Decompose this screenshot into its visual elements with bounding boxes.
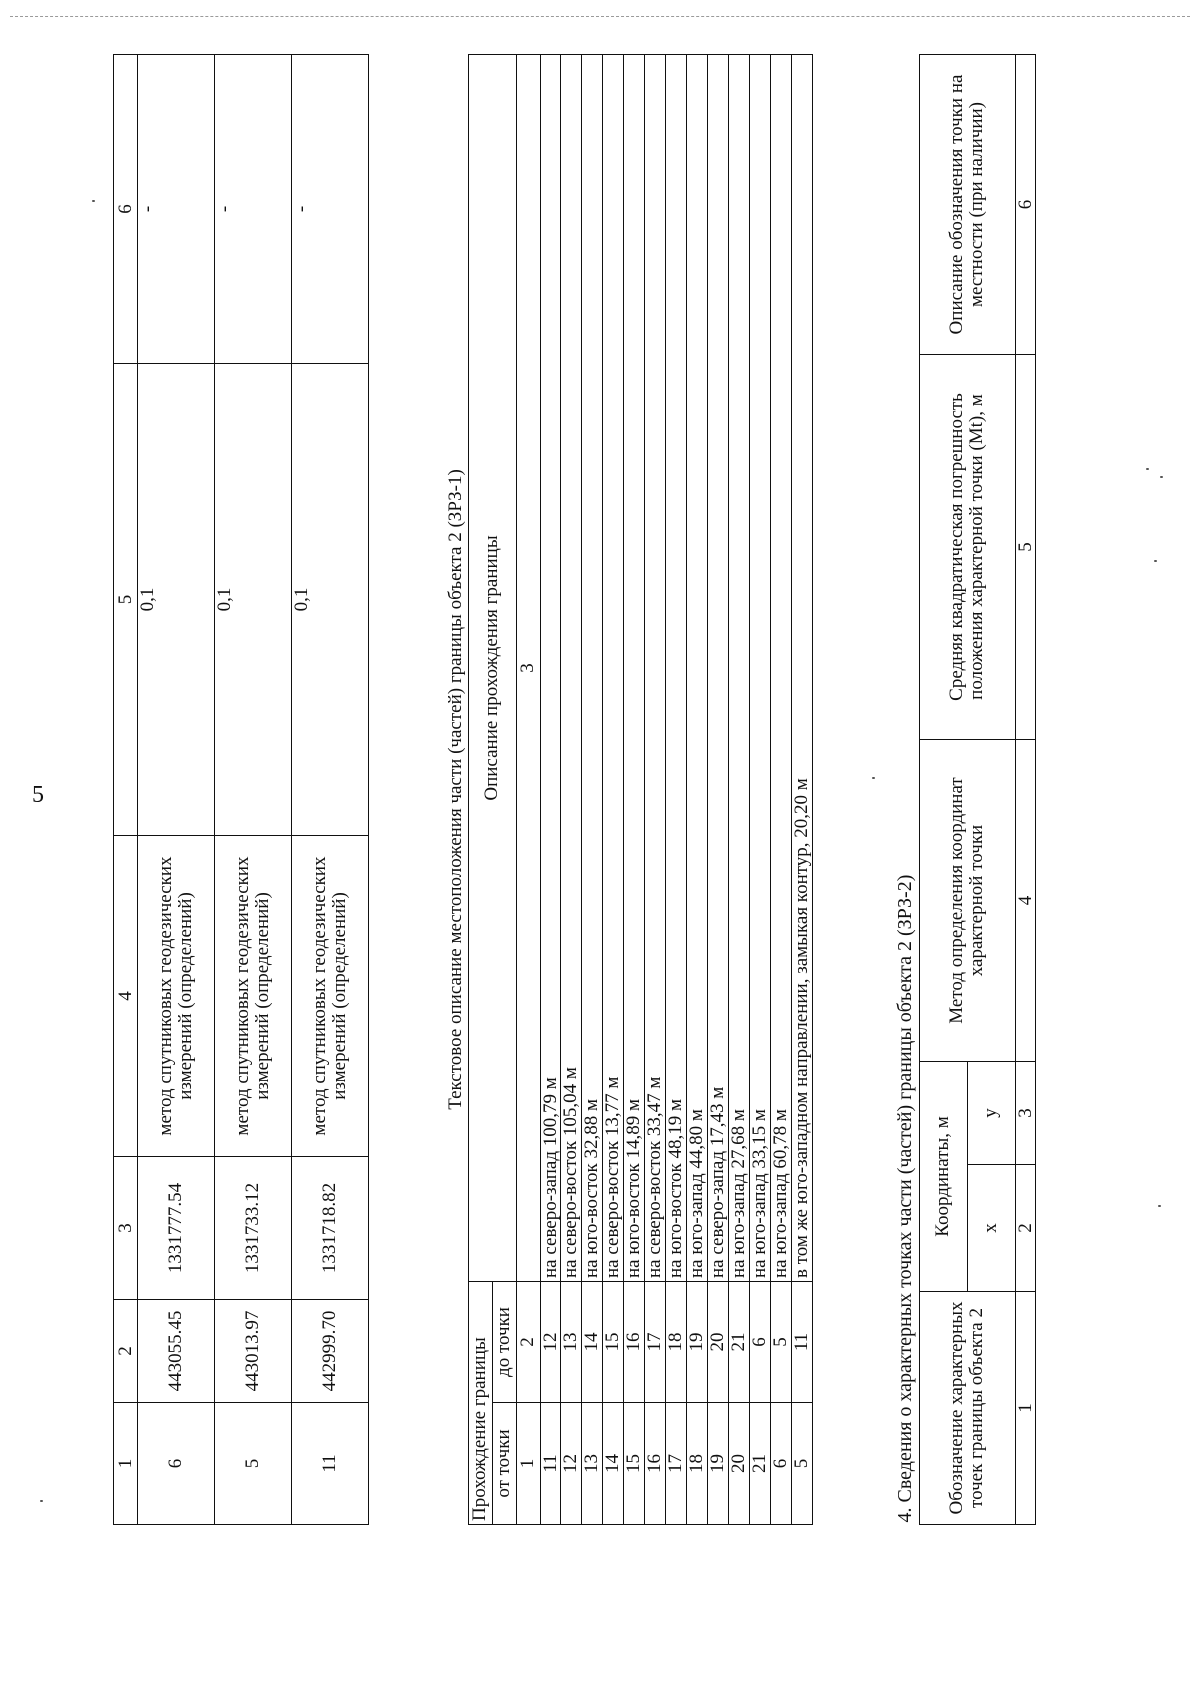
- boundary-row: [540, 55, 561, 1525]
- coordinates-header: Координаты, м: [919, 1062, 967, 1292]
- rotated-page-content: [55, 55, 1200, 1525]
- point-description: -: [215, 55, 292, 364]
- boundary-to: 16: [624, 1282, 645, 1403]
- boundary-desc: на северо-восток 13,77 м: [603, 55, 624, 1282]
- point-x: 442999.70: [292, 1300, 369, 1403]
- boundary-row: [708, 55, 729, 1525]
- boundary-from: 5: [791, 1403, 812, 1525]
- boundary-desc: на северо-запад 100,79 м: [540, 55, 561, 1282]
- boundary-from: 11: [540, 1403, 561, 1525]
- boundary-desc: на юго-восток 48,19 м: [666, 55, 687, 1282]
- boundary-desc: на юго-запад 33,15 м: [749, 55, 770, 1282]
- col-number: 3: [1015, 1062, 1036, 1165]
- col-number: 5: [1015, 355, 1036, 740]
- boundary-to-header: до точки: [492, 1282, 516, 1403]
- boundary-desc: на северо-запад 17,43 м: [708, 55, 729, 1282]
- boundary-to: 18: [666, 1282, 687, 1403]
- col-number: 4: [1015, 740, 1036, 1062]
- boundary-row: [645, 55, 666, 1525]
- col-number: 2: [1015, 1165, 1036, 1292]
- point-id: 6: [138, 1403, 215, 1525]
- points-number-header-row: [114, 55, 138, 1525]
- method-header: Метод определения координат характерной точки: [919, 740, 1015, 1062]
- boundary-desc: на юго-восток 14,89 м: [624, 55, 645, 1282]
- point-x: 443013.97: [215, 1300, 292, 1403]
- boundary-to: 11: [791, 1282, 812, 1403]
- point-id: 11: [292, 1403, 369, 1525]
- boundary-row: [561, 55, 582, 1525]
- boundary-row: [624, 55, 645, 1525]
- boundary-description-table: [444, 54, 813, 1525]
- boundary-desc-header: Описание прохождения границы: [468, 55, 516, 1282]
- boundary-desc: на юго-запад 44,80 м: [687, 55, 708, 1282]
- boundary-desc: в том же юго-западном направлении, замыкая контур, 20,20 м: [791, 55, 812, 1282]
- boundary-from: 18: [687, 1403, 708, 1525]
- points-table: [113, 54, 369, 1525]
- col-number: 1: [114, 1403, 138, 1525]
- section4-table: [893, 54, 1036, 1525]
- page-number: 5: [32, 782, 44, 808]
- boundary-group-header: Прохождение границы: [468, 1282, 492, 1525]
- boundary-from: 20: [728, 1403, 749, 1525]
- col-number: 6: [114, 55, 138, 364]
- boundary-to: 21: [728, 1282, 749, 1403]
- designation-header: Обозначение характерных точек границы объекта 2: [919, 1292, 1015, 1525]
- boundary-from: 19: [708, 1403, 729, 1525]
- scan-top-edge: [10, 16, 1190, 17]
- boundary-row: [791, 55, 812, 1525]
- col-number: 3: [114, 1157, 138, 1300]
- boundary-to: 15: [603, 1282, 624, 1403]
- boundary-from: 21: [749, 1403, 770, 1525]
- description-header: Описание обозначения точки на местности (при наличии): [919, 54, 1015, 354]
- boundary-from: 17: [666, 1403, 687, 1525]
- boundary-to: 19: [687, 1282, 708, 1403]
- x-header: x: [967, 1165, 1015, 1292]
- scan-speck: [40, 1500, 43, 1502]
- point-error: 0,1: [292, 364, 369, 836]
- boundary-desc: на юго-запад 60,78 м: [770, 55, 791, 1282]
- boundary-from: 16: [645, 1403, 666, 1525]
- boundary-to: 14: [582, 1282, 603, 1403]
- point-y: 1331718.82: [292, 1157, 369, 1300]
- boundary-row: [728, 55, 749, 1525]
- boundary-row: [770, 55, 791, 1525]
- section4-header-row: [919, 54, 967, 1524]
- boundary-desc: на юго-восток 32,88 м: [582, 55, 603, 1282]
- boundary-row: [582, 55, 603, 1525]
- boundary-to: 13: [561, 1282, 582, 1403]
- boundary-row: [749, 55, 770, 1525]
- point-method: метод спутниковых геодезических измерений (определений): [138, 836, 215, 1157]
- col-number: 1: [1015, 1292, 1036, 1525]
- point-error: 0,1: [215, 364, 292, 836]
- col-number: 2: [516, 1282, 540, 1403]
- boundary-from-header: от точки: [492, 1403, 516, 1525]
- col-number: 3: [516, 55, 540, 1282]
- point-description: -: [138, 55, 215, 364]
- point-error: 0,1: [138, 364, 215, 836]
- boundary-to: 12: [540, 1282, 561, 1403]
- error-header: Средняя квадратическая погрешность положения характерной точки (Mt), м: [919, 355, 1015, 740]
- boundary-to: 5: [770, 1282, 791, 1403]
- boundary-desc: на северо-восток 33,47 м: [645, 55, 666, 1282]
- boundary-to: 17: [645, 1282, 666, 1403]
- point-y: 1331733.12: [215, 1157, 292, 1300]
- point-y: 1331777.54: [138, 1157, 215, 1300]
- section4-title-row: [893, 54, 919, 1524]
- boundary-row: [687, 55, 708, 1525]
- col-number: 4: [114, 836, 138, 1157]
- boundary-table-title: Текстовое описание местоположения части (частей) границы объекта 2 (ЗРЗ-1): [444, 55, 468, 1525]
- point-method: метод спутниковых геодезических измерений (определений): [215, 836, 292, 1157]
- points-row: [215, 55, 292, 1525]
- section4-number-header-row: [1015, 54, 1036, 1524]
- point-description: -: [292, 55, 369, 364]
- point-x: 443055.45: [138, 1300, 215, 1403]
- point-id: 5: [215, 1403, 292, 1525]
- y-header: y: [967, 1062, 1015, 1165]
- boundary-from: 14: [603, 1403, 624, 1525]
- col-number: 5: [114, 364, 138, 836]
- boundary-row: [666, 55, 687, 1525]
- boundary-title-row: [444, 55, 468, 1525]
- boundary-from: 6: [770, 1403, 791, 1525]
- points-row: [292, 55, 369, 1525]
- point-method: метод спутниковых геодезических измерений (определений): [292, 836, 369, 1157]
- col-number: 6: [1015, 54, 1036, 354]
- col-number: 1: [516, 1403, 540, 1525]
- boundary-desc: на северо-восток 105,04 м: [561, 55, 582, 1282]
- boundary-from: 12: [561, 1403, 582, 1525]
- boundary-desc: на юго-запад 27,68 м: [728, 55, 749, 1282]
- boundary-group-header-row: [468, 55, 492, 1525]
- boundary-number-header-row: [516, 55, 540, 1525]
- boundary-to: 20: [708, 1282, 729, 1403]
- col-number: 2: [114, 1300, 138, 1403]
- boundary-from: 15: [624, 1403, 645, 1525]
- boundary-from: 13: [582, 1403, 603, 1525]
- section4-title: 4. Сведения о характерных точках части (частей) границы объекта 2 (ЗРЗ-2): [893, 54, 919, 1524]
- boundary-row: [603, 55, 624, 1525]
- points-row: [138, 55, 215, 1525]
- boundary-to: 6: [749, 1282, 770, 1403]
